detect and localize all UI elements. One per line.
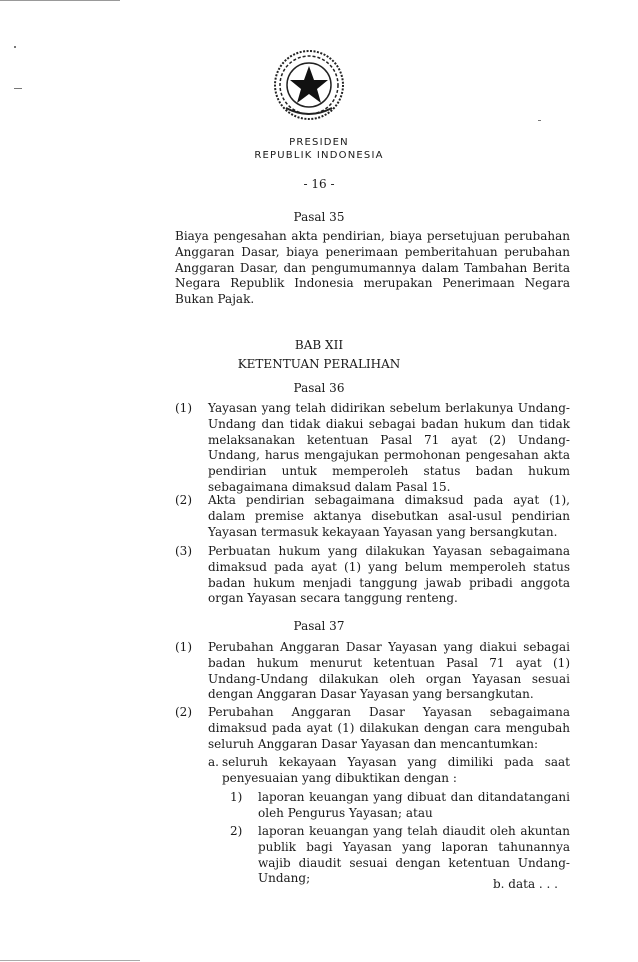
- scan-speck: [14, 46, 16, 48]
- garuda-star-emblem-icon: [272, 48, 346, 122]
- pasal-37-item-1-number: (1): [175, 640, 192, 654]
- pasal-37-item-2-text: Perubahan Anggaran Dasar Yayasan sebagaimana dimaksud pada ayat (1) dilakukan dengan cara mengubah seluruh Anggaran Dasar Yayasan dan mencantumkan:: [208, 705, 570, 751]
- page-number: - 16 -: [303, 177, 335, 191]
- pasal-37-sub-2-text: laporan keuangan yang telah diaudit oleh akuntan publik bagi Yayasan yang laporan tahunannya wajib diaudit sesuai dengan ketentuan Undang-Undang;: [258, 824, 570, 886]
- header-presiden: PRESIDEN: [289, 137, 349, 148]
- bab-title: KETENTUAN PERALIHAN: [237, 357, 401, 371]
- pasal-37-sub-2-number: 2): [230, 824, 243, 838]
- continuation-marker: b. data . . .: [492, 877, 558, 891]
- pasal-37-sub-1-text: laporan keuangan yang dibuat dan ditandatangani oleh Pengurus Yayasan; atau: [258, 790, 570, 820]
- pasal-36-item-3-text: Perbuatan hukum yang dilakukan Yayasan sebagaimana dimaksud pada ayat (1) yang belum memperoleh status badan hukum menjadi tanggung jawab pribadi anggota organ Yayasan secara tanggung renteng.: [208, 544, 570, 606]
- scan-edge-line: [0, 0, 120, 1]
- scan-mark: [14, 88, 22, 89]
- pasal-37-sub-a-label: a.: [208, 755, 219, 769]
- pasal-36-item-2-text: Akta pendirian sebagaimana dimaksud pada ayat (1), dalam premise aktanya disebutkan asal-usul pendirian Yayasan termasuk kekayaan Yayasan yang bersangkutan.: [208, 493, 570, 539]
- bab-number: BAB XII: [294, 338, 344, 352]
- pasal-35-text: Biaya pengesahan akta pendirian, biaya persetujuan perubahan Anggaran Dasar, biaya penerimaan pemberitahuan perubahan Anggaran Dasar, dan pengumumannya dalam Tambahan Berita Negara Republik Indonesia merupakan Penerimaan Negara Bukan Pajak.: [175, 229, 570, 307]
- pasal-37-title: Pasal 37: [293, 619, 345, 633]
- pasal-37-sub-1-number: 1): [230, 790, 243, 804]
- scan-edge-line: [0, 960, 140, 961]
- pasal-36-item-2-number: (2): [175, 493, 192, 507]
- scan-mark: [538, 120, 541, 121]
- pasal-35-title: Pasal 35: [293, 210, 345, 224]
- pasal-37-item-1-text: Perubahan Anggaran Dasar Yayasan yang diakui sebagai badan hukum menurut ketentuan Pasal 71 ayat (1) Undang-Undang dilakukan oleh organ Yayasan sesuai dengan Anggaran Dasar Yayasan yang bersangkutan.: [208, 640, 570, 702]
- pasal-36-item-1-text: Yayasan yang telah didirikan sebelum berlakunya Undang-Undang dan tidak diakui sebagai badan hukum dan tidak melaksanakan ketentuan Pasal 71 ayat (2) Undang-Undang, harus mengajukan permohonan pengesahan akta pendirian untuk memperoleh status badan hukum sebagaimana dimaksud dalam Pasal 15.: [208, 401, 570, 494]
- pasal-37-item-2-number: (2): [175, 705, 192, 719]
- pasal-36-item-3-number: (3): [175, 544, 192, 558]
- pasal-37-sub-a-text: seluruh kekayaan Yayasan yang dimiliki pada saat penyesuaian yang dibuktikan dengan :: [222, 755, 570, 785]
- pasal-36-item-1-number: (1): [175, 401, 192, 415]
- pasal-36-title: Pasal 36: [293, 381, 345, 395]
- header-republik: REPUBLIK INDONESIA: [254, 150, 384, 161]
